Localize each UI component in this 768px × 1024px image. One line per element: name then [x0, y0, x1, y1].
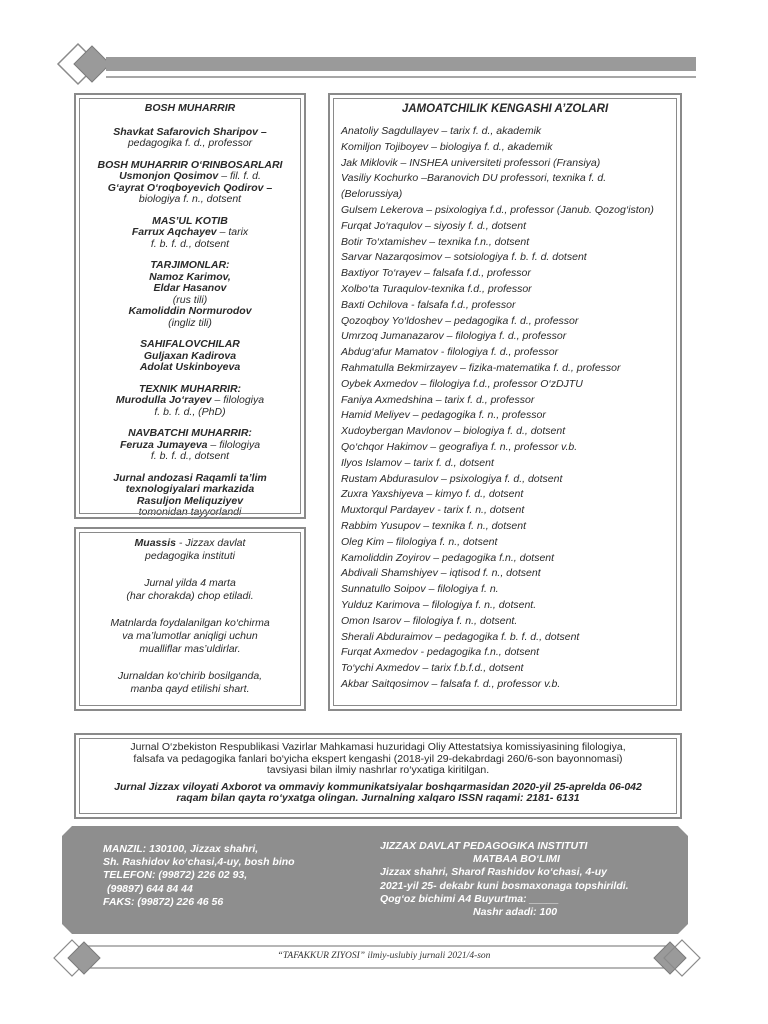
- duty-heading: NAVBATCHI MUHARRIR:: [128, 427, 252, 439]
- layout-1: Guljaxan Kadirova: [143, 349, 237, 362]
- council-member: Jak Miklovik – INSHEA universiteti professori (Fransiya): [341, 156, 601, 169]
- council-member: Sherali Abduraimov – pedagogika f. b. f. d., dotsent: [341, 630, 580, 643]
- founder-label: Muassis: [134, 537, 176, 549]
- footer-journal: “TAFAKKUR ZIYOSI” ilmiy-uslubiy jurnali 2021/4-son: [277, 951, 491, 961]
- secretary-heading: MAS’UL KOTIB: [152, 214, 228, 227]
- editor-name: Shavkat Safarovich Sharipov –: [113, 125, 267, 138]
- council-member: Xudoybergan Mavlonov – biologiya f. d., dotsent: [341, 425, 566, 438]
- contact-address-1: MANZIL: 130100, Jizzax shahri,: [103, 843, 259, 855]
- council-member: Baxti Ochilova - falsafa f.d., professor: [341, 298, 516, 311]
- translator-1: Namoz Karimov,: [149, 270, 231, 283]
- disclaimer-line-1: Matnlarda foydalanilgan ko‘chirma: [110, 617, 270, 629]
- secretary-name: Farrux Aqchayev: [131, 226, 217, 238]
- council-member: Rabbim Yusupov – texnika f. n., dotsent: [341, 519, 527, 532]
- council-member: Oybek Axmedov – filologiya f.d., professor O‘zDJTU: [341, 377, 583, 390]
- founder-panel: [74, 527, 306, 711]
- tech-degree-2: f. b. f. d., (PhD): [154, 405, 226, 418]
- printing-department: MATBAA BO‘LIMI: [473, 853, 560, 866]
- council-member: Omon Isarov – filologiya f. n., dotsent.: [341, 614, 518, 627]
- founder-text-2: pedagogika instituti: [145, 550, 235, 562]
- council-member: Sarvar Nazarqosimov – sotsiologiya f. b. f. d. dotsent: [341, 251, 587, 264]
- tech-heading: TEXNIK MUHARRIR:: [138, 382, 242, 395]
- contact-fax: FAKS: (99872) 226 46 56: [103, 895, 224, 908]
- contact-address-2: Sh. Rashidov ko‘chasi,4-uy, bosh bino: [103, 856, 295, 869]
- council-heading: JAMOATCHILIK KENGASHI A’ZOLARI: [401, 103, 609, 115]
- copy-line-2: manba qayd etilishi shart.: [130, 683, 250, 695]
- council-member: Abdug‘afur Mamatov - filologiya f. d., professor: [341, 346, 559, 359]
- printing-date: 2021-yil 25- dekabr kuni bosmaxonaga topshirildi.: [380, 879, 629, 892]
- printing-circulation: Nashr adadi: 100: [473, 906, 558, 919]
- council-member: Umrzoq Jumanazarov – filologiya f. d., professor: [341, 330, 567, 343]
- deputy1-name: Usmonjon Qosimov: [119, 170, 219, 182]
- design-line-2: texnologiyalari markazida: [125, 483, 255, 495]
- printing-paper: Qog‘oz bichimi A4 Buyurtma: _____: [380, 892, 559, 905]
- council-member: Faniya Axmedshina – tarix f. d., professor: [341, 393, 535, 406]
- translator-lang-en: (ingliz tili): [168, 316, 212, 329]
- founder-text: - Jizzax davlat: [175, 537, 246, 549]
- council-member: Vasiliy Kochurko –Baranovich DU professori, texnika f. d.: [341, 172, 607, 185]
- printing-institute: JIZZAX DAVLAT PEDAGOGIKA INSTITUTI: [380, 840, 588, 852]
- council-member: (Belorussiya): [341, 188, 403, 201]
- contact-block: [103, 843, 295, 909]
- council-member: Sunnatullo Soipov – filologiya f. n.: [341, 583, 499, 596]
- editorial-board-panel: [74, 93, 306, 519]
- council-member: Botir To‘xtamishev – texnika f.n., dotsent: [341, 235, 530, 248]
- council-member: Anatoliy Sagdullayev – tarix f. d., akademik: [341, 125, 542, 137]
- council-member: Oleg Kim – filologiya f. n., dotsent: [341, 535, 498, 548]
- council-member: Gulsem Lekerova – psixologiya f.d., professor (Janub. Qozog‘iston): [341, 203, 654, 216]
- disclaimer-line-3: mualliflar mas’uldirlar.: [139, 643, 241, 655]
- deputy2-degree: biologiya f. n., dotsent: [138, 193, 242, 205]
- editor-heading: BOSH MUHARRIR: [144, 102, 236, 114]
- diamond-ornament-icon: [58, 44, 110, 84]
- layout-2: Adolat Uskinboyeva: [139, 361, 241, 373]
- council-member: Qo‘chqor Hakimov – geografiya f. n., professor v.b.: [341, 440, 578, 453]
- deputy2-name: G‘ayrat O‘roqboyevich Qodirov –: [107, 181, 273, 194]
- council-member: Yulduz Karimova – filologiya f. n., dotsent.: [341, 598, 537, 611]
- copy-line-1: Jurnaldan ko‘chirib bosilganda,: [117, 670, 263, 682]
- printing-address: Jizzax shahri, Sharof Rashidov ko‘chasi, 4-uy: [380, 866, 607, 879]
- deputy1-degree: – fil. f. d.: [218, 170, 261, 182]
- council-member: Zuxra Yaxshiyeva – kimyo f. d., dotsent: [341, 488, 524, 501]
- council-member: Muxtorqul Pardayev - tarix f. n., dotsent: [341, 504, 525, 517]
- notice-line-4: Jurnal Jizzax viloyati Axborot va ommaviy kommunikatsiyalar boshqarmasidan 2020-yil 25-aprelda 06-042: [114, 780, 642, 793]
- notice-line-5: raqam bilan qayta ro‘yxatga olingan. Jurnalning xalqaro ISSN raqami: 2181- 6131: [176, 792, 580, 804]
- council-members-list: [341, 124, 670, 693]
- council-member: Komiljon Tojiboyev – biologiya f. d., akademik: [341, 140, 553, 153]
- council-panel: [328, 93, 682, 711]
- council-member: Baxtiyor To‘rayev – falsafa f.d., professor: [341, 267, 531, 280]
- deputies-heading: BOSH MUHARRIR O‘RINBOSARLARI: [97, 158, 283, 171]
- council-member: Kamoliddin Zoyirov – pedagogika f.n., dotsent: [341, 551, 555, 564]
- council-member: Rustam Abdurasulov – psixologiya f. d., dotsent: [341, 472, 563, 485]
- design-line-1: Jurnal andozasi Raqamli ta’lim: [113, 471, 267, 484]
- council-member: To‘ychi Axmedov – tarix f.b.f.d., dotsent: [341, 662, 524, 675]
- council-member: Qozoqboy Yo‘ldoshev – pedagogika f. d., professor: [341, 314, 579, 327]
- layout-heading: SAHIFALOVCHILAR: [140, 338, 240, 350]
- council-member: Furqat Axmedov - pedagogika f.n., dotsent: [341, 646, 540, 659]
- duty-degree-2: f. b. f. d., dotsent: [150, 450, 230, 462]
- disclaimer-line-2: va ma’lumotlar aniqligi uchun: [122, 630, 258, 642]
- design-name: Rasuljon Meliquziyev: [136, 494, 244, 507]
- translator-lang-ru: (rus tili): [172, 293, 208, 306]
- council-member: Rahmatulla Bekmirzayev – fizika-matematika f. d., professor: [341, 361, 621, 374]
- contact-phone-2: (99897) 644 84 44: [107, 882, 193, 895]
- notice-line-3: tavsiyasi bilan ilmiy nashrlar ro‘yxatiga kiritilgan.: [266, 764, 490, 776]
- tech-name: Murodulla Jo‘rayev: [115, 394, 212, 406]
- editor-degree: pedagogika f. d., professor: [127, 137, 253, 149]
- tech-degree: – filologiya: [211, 394, 265, 406]
- contact-phone-1: TELEFON: (99872) 226 02 93,: [103, 869, 248, 882]
- council-member: Abdivali Shamshiyev – iqtisod f. n., dotsent: [341, 567, 541, 580]
- frequency-line-2: (har chorakda) chop etiladi.: [126, 590, 254, 602]
- secretary-degree-2: f. b. f. d., dotsent: [150, 237, 230, 250]
- council-member: Akbar Saitqosimov – falsafa f. d., professor v.b.: [341, 677, 561, 690]
- notice-panel: [74, 733, 682, 819]
- duty-name: Feruza Jumayeva: [119, 438, 208, 451]
- printing-block: [380, 840, 680, 919]
- secretary-degree: – tarix: [216, 226, 249, 238]
- translator-3: Kamoliddin Normurodov: [128, 305, 252, 317]
- design-note: tomonidan tayyorlandi: [138, 506, 242, 518]
- council-member: Hamid Meliyev – pedagogika f. n., professor: [341, 409, 546, 422]
- duty-degree: – filologiya: [207, 438, 261, 451]
- notice-line-2: falsafa va pedagogika fanlari bo‘yicha ekspert kengashi (2018-yil 29-dekabrdagi 260/6-son bayonnomasi): [133, 752, 623, 765]
- council-member: Ilyos Islamov – tarix f. d., dotsent: [341, 456, 494, 469]
- translators-heading: TARJIMONLAR:: [150, 259, 230, 271]
- header-ornament: [50, 40, 700, 88]
- notice-line-1: Jurnal O‘zbekiston Respublikasi Vazirlar Mahkamasi huzuridagi Oliy Attestatsiya komissiyasining filologiya,: [130, 741, 626, 753]
- council-member: Xolbo‘ta Turaqulov-texnika f.d., professor: [341, 282, 532, 295]
- council-member: Furqat Jo‘raqulov – siyosiy f. d., dotsent: [341, 219, 527, 232]
- frequency-line-1: Jurnal yilda 4 marta: [144, 577, 236, 589]
- translator-2: Eldar Hasanov: [153, 282, 227, 294]
